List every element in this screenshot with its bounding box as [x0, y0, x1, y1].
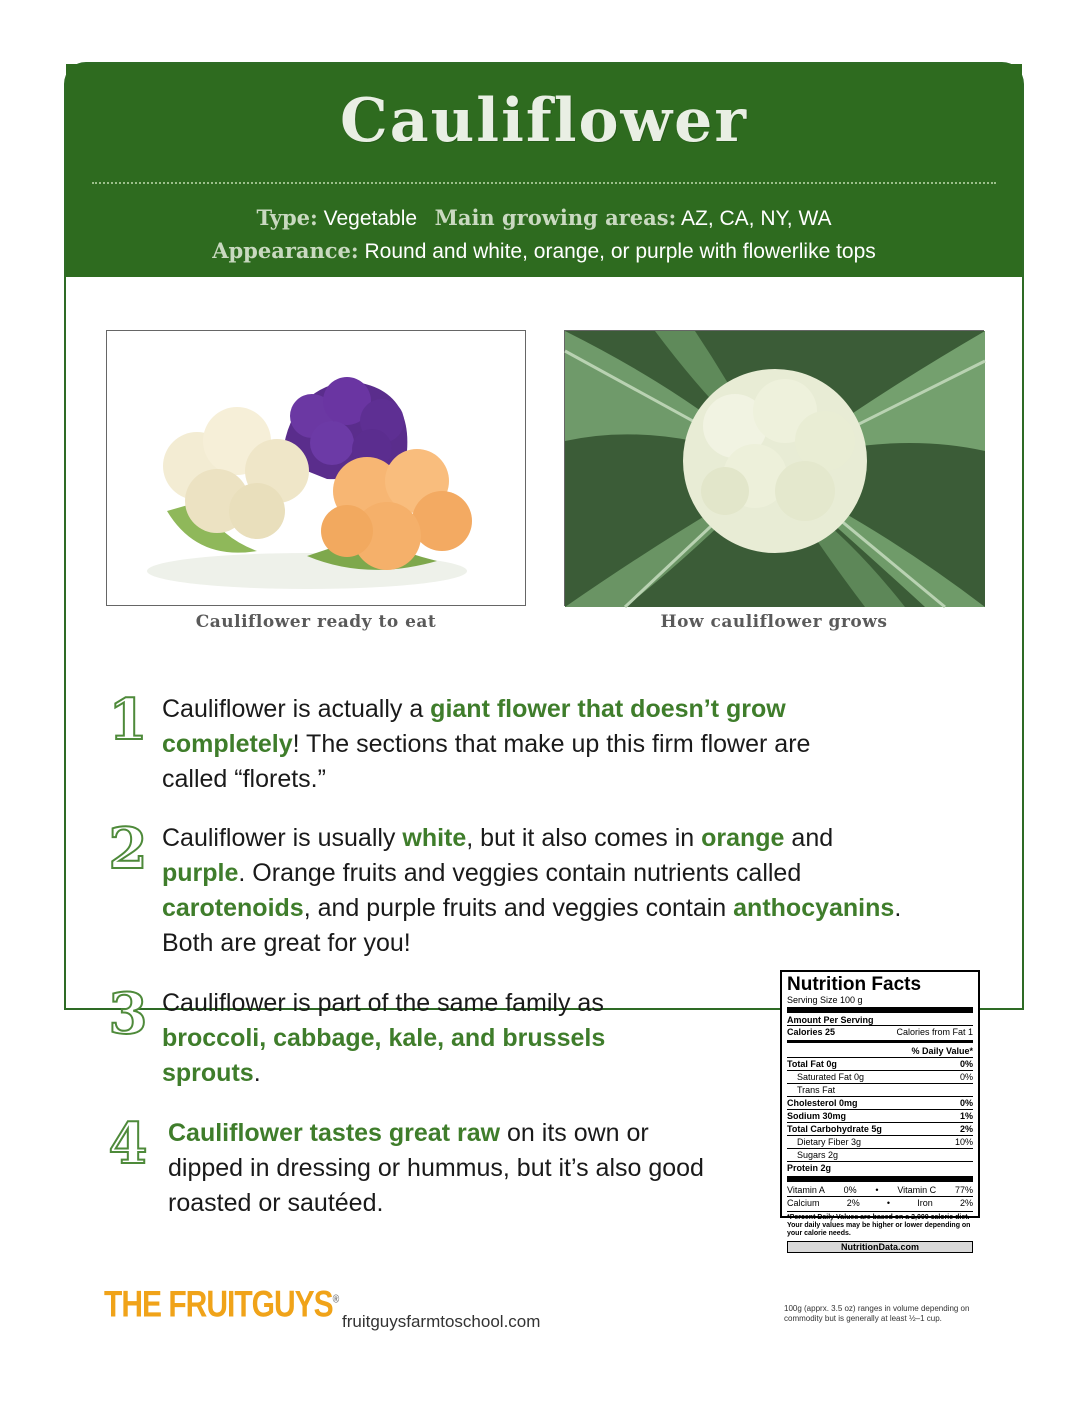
nutrition-title: Nutrition Facts — [787, 974, 922, 995]
daily-value-header: % Daily Value* — [911, 1046, 973, 1056]
fact-number: 1 — [108, 687, 148, 753]
type-value: Vegetable — [323, 207, 418, 230]
nutrient-row: Cholesterol 0mg 0% — [787, 1098, 973, 1108]
appearance-label: Appearance: — [212, 238, 359, 263]
fact-text: Cauliflower tastes great raw on its own or dipped in dressing or hummus, but it’s also good roasted or sautéed. — [168, 1119, 704, 1217]
serving-footnote: 100g (apprx. 3.5 oz) ranges in volume depending on commodity but is generally at least ½–1 cup. — [784, 1304, 970, 1323]
nutrient-row: Trans Fat — [787, 1083, 973, 1096]
nutrient-row: Sodium 30mg 1% — [787, 1111, 973, 1121]
fruitguys-logo: THE FRUITGUYS® — [104, 1283, 339, 1325]
mineral-row: Calcium 2% • Iron 2% — [787, 1198, 973, 1208]
photo-caption-ready: Cauliflower ready to eat — [195, 612, 437, 632]
amount-per-serving: Amount Per Serving — [787, 1015, 874, 1025]
website-url[interactable]: fruitguysfarmtoschool.com — [342, 1312, 541, 1331]
dotted-divider — [92, 182, 996, 184]
divider — [787, 1007, 973, 1013]
header-banner — [66, 64, 1022, 277]
nutrient-row: Total Carbohydrate 5g 2% — [787, 1124, 973, 1134]
orange-cauliflower — [321, 449, 472, 570]
cauliflower-ready-photo — [106, 330, 526, 606]
serving-size: Serving Size 100 g — [787, 995, 863, 1005]
photo-caption-grows: How cauliflower grows — [660, 612, 888, 632]
fact-text: Cauliflower is usually white, but it also comes in orange and purple. Orange fruits and veggies contain nutrients called carotenoids, and purple fruits and veggies contain anthocyanins. Both are great for you! — [162, 824, 902, 957]
areas-label: Main growing areas: — [434, 205, 677, 230]
divider — [787, 1040, 973, 1043]
nutrient-row: Dietary Fiber 3g 10% — [787, 1135, 973, 1148]
areas-value: AZ, CA, NY, WA — [680, 207, 832, 230]
fact-number: 3 — [108, 981, 148, 1047]
type-label: Type: — [256, 205, 318, 230]
divider — [787, 1176, 973, 1182]
cauliflower-head — [683, 369, 867, 553]
calories-row: Calories 25 Calories from Fat 1 — [787, 1027, 973, 1037]
fact-number: 2 — [108, 816, 148, 882]
daily-value-disclaimer: *Percent Daily Values are based on a 2,000 calorie diet. Your daily values may be higher or lower depending on your calorie needs. — [787, 1211, 973, 1238]
fact-text: Cauliflower is actually a giant flower that doesn’t grow completely! The sections that make up this firm flower are called “florets.” — [162, 695, 811, 793]
nutrient-row: Protein 2g — [787, 1161, 973, 1174]
page-title: Cauliflower — [340, 86, 748, 156]
nutrition-facts-label — [780, 970, 980, 1252]
vitamin-row: Vitamin A 0% • Vitamin C 77% — [787, 1185, 973, 1195]
nutrient-row: Saturated Fat 0g 0% — [787, 1070, 973, 1083]
appearance-value: Round and white, orange, or purple with flowerlike tops — [364, 240, 876, 263]
nutrient-row: Sugars 2g — [787, 1148, 973, 1161]
cauliflower-growing-photo — [564, 330, 984, 606]
fact-text: Cauliflower is part of the same family as broccoli, cabbage, kale, and brussels sprouts. — [162, 989, 606, 1087]
meta-info — [66, 202, 1022, 268]
nutrient-row: Total Fat 0g 0% — [787, 1059, 973, 1069]
fact-number: 4 — [108, 1111, 148, 1177]
nutrition-source: NutritionData.com — [787, 1241, 973, 1253]
